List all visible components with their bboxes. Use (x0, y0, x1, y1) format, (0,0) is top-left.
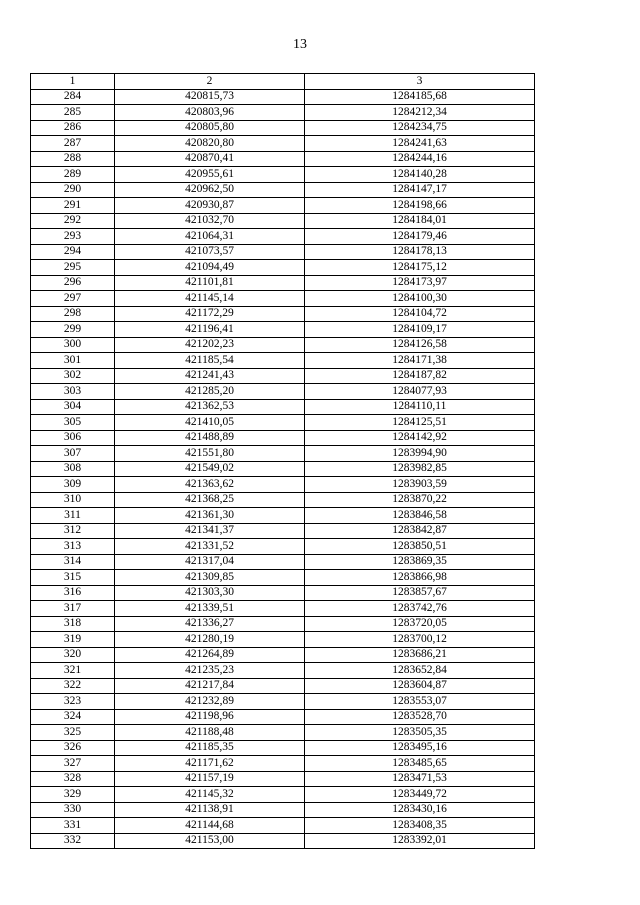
table-row (31, 585, 535, 601)
table-row (31, 384, 535, 400)
point-number-cell: 303 (31, 384, 115, 400)
x-coordinate-cell: 421235,23 (115, 663, 305, 679)
table-row (31, 539, 535, 555)
y-coordinate-cell: 1284142,92 (305, 430, 535, 446)
x-coordinate-cell: 421336,27 (115, 616, 305, 632)
table-row (31, 492, 535, 508)
table-row (31, 678, 535, 694)
point-number-cell: 323 (31, 694, 115, 710)
x-coordinate-cell: 420805,80 (115, 120, 305, 136)
table-row (31, 833, 535, 849)
y-coordinate-cell: 1283604,87 (305, 678, 535, 694)
table-row (31, 182, 535, 198)
y-coordinate-cell: 1283870,22 (305, 492, 535, 508)
table-row (31, 818, 535, 834)
x-coordinate-cell: 421202,23 (115, 337, 305, 353)
point-number-cell: 324 (31, 709, 115, 725)
column-header-point: 1 (31, 74, 115, 90)
x-coordinate-cell: 421196,41 (115, 322, 305, 338)
point-number-cell: 315 (31, 570, 115, 586)
y-coordinate-cell: 1284175,12 (305, 260, 535, 276)
table-row (31, 399, 535, 415)
y-coordinate-cell: 1284178,13 (305, 244, 535, 260)
x-coordinate-cell: 421285,20 (115, 384, 305, 400)
point-number-cell: 298 (31, 306, 115, 322)
y-coordinate-cell: 1283994,90 (305, 446, 535, 462)
y-coordinate-cell: 1283485,65 (305, 756, 535, 772)
point-number-cell: 291 (31, 198, 115, 214)
table-row (31, 725, 535, 741)
table-row (31, 554, 535, 570)
y-coordinate-cell: 1283846,58 (305, 508, 535, 524)
table-row (31, 306, 535, 322)
table-row (31, 802, 535, 818)
y-coordinate-cell: 1284126,58 (305, 337, 535, 353)
table-row (31, 260, 535, 276)
point-number-cell: 316 (31, 585, 115, 601)
table-row (31, 198, 535, 214)
x-coordinate-cell: 420820,80 (115, 136, 305, 152)
table-row (31, 89, 535, 105)
table-row (31, 229, 535, 245)
column-header-x: 2 (115, 74, 305, 90)
y-coordinate-cell: 1284104,72 (305, 306, 535, 322)
table-row (31, 337, 535, 353)
point-number-cell: 312 (31, 523, 115, 539)
y-coordinate-cell: 1283903,59 (305, 477, 535, 493)
point-number-cell: 317 (31, 601, 115, 617)
x-coordinate-cell: 421361,30 (115, 508, 305, 524)
point-number-cell: 304 (31, 399, 115, 415)
x-coordinate-cell: 421339,51 (115, 601, 305, 617)
table-row (31, 105, 535, 121)
x-coordinate-cell: 421264,89 (115, 647, 305, 663)
y-coordinate-cell: 1284185,68 (305, 89, 535, 105)
x-coordinate-cell: 421362,53 (115, 399, 305, 415)
y-coordinate-cell: 1284125,51 (305, 415, 535, 431)
y-coordinate-cell: 1284110,11 (305, 399, 535, 415)
y-coordinate-cell: 1284234,75 (305, 120, 535, 136)
point-number-cell: 296 (31, 275, 115, 291)
y-coordinate-cell: 1283742,76 (305, 601, 535, 617)
table-row (31, 601, 535, 617)
y-coordinate-cell: 1283495,16 (305, 740, 535, 756)
point-number-cell: 295 (31, 260, 115, 276)
point-number-cell: 325 (31, 725, 115, 741)
y-coordinate-cell: 1284109,17 (305, 322, 535, 338)
x-coordinate-cell: 421171,62 (115, 756, 305, 772)
y-coordinate-cell: 1284140,28 (305, 167, 535, 183)
point-number-cell: 322 (31, 678, 115, 694)
y-coordinate-cell: 1283553,07 (305, 694, 535, 710)
y-coordinate-cell: 1283505,35 (305, 725, 535, 741)
point-number-cell: 311 (31, 508, 115, 524)
table-row (31, 616, 535, 632)
x-coordinate-cell: 421331,52 (115, 539, 305, 555)
table-row (31, 632, 535, 648)
point-number-cell: 309 (31, 477, 115, 493)
point-number-cell: 290 (31, 182, 115, 198)
table-row (31, 151, 535, 167)
table-row (31, 694, 535, 710)
x-coordinate-cell: 421232,89 (115, 694, 305, 710)
x-coordinate-cell: 421303,30 (115, 585, 305, 601)
y-coordinate-cell: 1284212,34 (305, 105, 535, 121)
table-row (31, 213, 535, 229)
x-coordinate-cell: 421551,80 (115, 446, 305, 462)
x-coordinate-cell: 421188,48 (115, 725, 305, 741)
page-number: 13 (293, 37, 307, 52)
table-row (31, 415, 535, 431)
x-coordinate-cell: 421549,02 (115, 461, 305, 477)
table-row (31, 446, 535, 462)
column-header-y: 3 (305, 74, 535, 90)
x-coordinate-cell: 420870,41 (115, 151, 305, 167)
point-number-cell: 327 (31, 756, 115, 772)
point-number-cell: 289 (31, 167, 115, 183)
x-coordinate-cell: 421488,89 (115, 430, 305, 446)
point-number-cell: 326 (31, 740, 115, 756)
point-number-cell: 313 (31, 539, 115, 555)
point-number-cell: 310 (31, 492, 115, 508)
y-coordinate-cell: 1284184,01 (305, 213, 535, 229)
table-row (31, 663, 535, 679)
y-coordinate-cell: 1283842,87 (305, 523, 535, 539)
point-number-cell: 286 (31, 120, 115, 136)
y-coordinate-cell: 1283392,01 (305, 833, 535, 849)
point-number-cell: 308 (31, 461, 115, 477)
table-row (31, 291, 535, 307)
table-row (31, 508, 535, 524)
point-number-cell: 285 (31, 105, 115, 121)
table-row (31, 709, 535, 725)
point-number-cell: 306 (31, 430, 115, 446)
table-row (31, 756, 535, 772)
x-coordinate-cell: 421032,70 (115, 213, 305, 229)
y-coordinate-cell: 1283866,98 (305, 570, 535, 586)
table-row (31, 570, 535, 586)
point-number-cell: 293 (31, 229, 115, 245)
point-number-cell: 292 (31, 213, 115, 229)
x-coordinate-cell: 421185,54 (115, 353, 305, 369)
table-row (31, 136, 535, 152)
point-number-cell: 329 (31, 787, 115, 803)
table-row (31, 477, 535, 493)
table-row (31, 275, 535, 291)
y-coordinate-cell: 1284198,66 (305, 198, 535, 214)
point-number-cell: 305 (31, 415, 115, 431)
table-row (31, 120, 535, 136)
point-number-cell: 288 (31, 151, 115, 167)
y-coordinate-cell: 1284171,38 (305, 353, 535, 369)
x-coordinate-cell: 421217,84 (115, 678, 305, 694)
y-coordinate-cell: 1283528,70 (305, 709, 535, 725)
table-header-row (31, 74, 535, 90)
point-number-cell: 302 (31, 368, 115, 384)
x-coordinate-cell: 421073,57 (115, 244, 305, 260)
y-coordinate-cell: 1284147,17 (305, 182, 535, 198)
y-coordinate-cell: 1283700,12 (305, 632, 535, 648)
point-number-cell: 319 (31, 632, 115, 648)
table-row (31, 740, 535, 756)
x-coordinate-cell: 421241,43 (115, 368, 305, 384)
x-coordinate-cell: 421064,31 (115, 229, 305, 245)
table-row (31, 647, 535, 663)
point-number-cell: 297 (31, 291, 115, 307)
point-number-cell: 300 (31, 337, 115, 353)
table-row (31, 244, 535, 260)
table-row (31, 353, 535, 369)
x-coordinate-cell: 421309,85 (115, 570, 305, 586)
x-coordinate-cell: 421144,68 (115, 818, 305, 834)
y-coordinate-cell: 1284179,46 (305, 229, 535, 245)
x-coordinate-cell: 421368,25 (115, 492, 305, 508)
x-coordinate-cell: 421341,37 (115, 523, 305, 539)
y-coordinate-cell: 1283850,51 (305, 539, 535, 555)
point-number-cell: 294 (31, 244, 115, 260)
y-coordinate-cell: 1283449,72 (305, 787, 535, 803)
x-coordinate-cell: 421153,00 (115, 833, 305, 849)
y-coordinate-cell: 1283869,35 (305, 554, 535, 570)
y-coordinate-cell: 1283430,16 (305, 802, 535, 818)
point-number-cell: 301 (31, 353, 115, 369)
x-coordinate-cell: 421101,81 (115, 275, 305, 291)
table-row (31, 771, 535, 787)
point-number-cell: 330 (31, 802, 115, 818)
table-row (31, 461, 535, 477)
x-coordinate-cell: 421198,96 (115, 709, 305, 725)
x-coordinate-cell: 420930,87 (115, 198, 305, 214)
x-coordinate-cell: 421363,62 (115, 477, 305, 493)
point-number-cell: 328 (31, 771, 115, 787)
y-coordinate-cell: 1283471,53 (305, 771, 535, 787)
table-row (31, 368, 535, 384)
x-coordinate-cell: 420955,61 (115, 167, 305, 183)
y-coordinate-cell: 1284241,63 (305, 136, 535, 152)
coordinates-table (30, 73, 535, 849)
point-number-cell: 299 (31, 322, 115, 338)
y-coordinate-cell: 1283982,85 (305, 461, 535, 477)
x-coordinate-cell: 421172,29 (115, 306, 305, 322)
table-row (31, 430, 535, 446)
y-coordinate-cell: 1283408,35 (305, 818, 535, 834)
point-number-cell: 318 (31, 616, 115, 632)
point-number-cell: 321 (31, 663, 115, 679)
y-coordinate-cell: 1284077,93 (305, 384, 535, 400)
y-coordinate-cell: 1284173,97 (305, 275, 535, 291)
x-coordinate-cell: 420803,96 (115, 105, 305, 121)
table-body (31, 89, 535, 849)
point-number-cell: 332 (31, 833, 115, 849)
x-coordinate-cell: 421157,19 (115, 771, 305, 787)
point-number-cell: 307 (31, 446, 115, 462)
table-row (31, 787, 535, 803)
x-coordinate-cell: 420962,50 (115, 182, 305, 198)
y-coordinate-cell: 1283686,21 (305, 647, 535, 663)
y-coordinate-cell: 1283857,67 (305, 585, 535, 601)
y-coordinate-cell: 1284244,16 (305, 151, 535, 167)
x-coordinate-cell: 421094,49 (115, 260, 305, 276)
point-number-cell: 331 (31, 818, 115, 834)
point-number-cell: 314 (31, 554, 115, 570)
x-coordinate-cell: 420815,73 (115, 89, 305, 105)
x-coordinate-cell: 421185,35 (115, 740, 305, 756)
point-number-cell: 287 (31, 136, 115, 152)
y-coordinate-cell: 1284100,30 (305, 291, 535, 307)
table-row (31, 167, 535, 183)
point-number-cell: 320 (31, 647, 115, 663)
y-coordinate-cell: 1283652,84 (305, 663, 535, 679)
table-row (31, 322, 535, 338)
y-coordinate-cell: 1284187,82 (305, 368, 535, 384)
x-coordinate-cell: 421410,05 (115, 415, 305, 431)
x-coordinate-cell: 421138,91 (115, 802, 305, 818)
y-coordinate-cell: 1283720,05 (305, 616, 535, 632)
x-coordinate-cell: 421145,32 (115, 787, 305, 803)
point-number-cell: 284 (31, 89, 115, 105)
x-coordinate-cell: 421145,14 (115, 291, 305, 307)
table-row (31, 523, 535, 539)
x-coordinate-cell: 421317,04 (115, 554, 305, 570)
x-coordinate-cell: 421280,19 (115, 632, 305, 648)
